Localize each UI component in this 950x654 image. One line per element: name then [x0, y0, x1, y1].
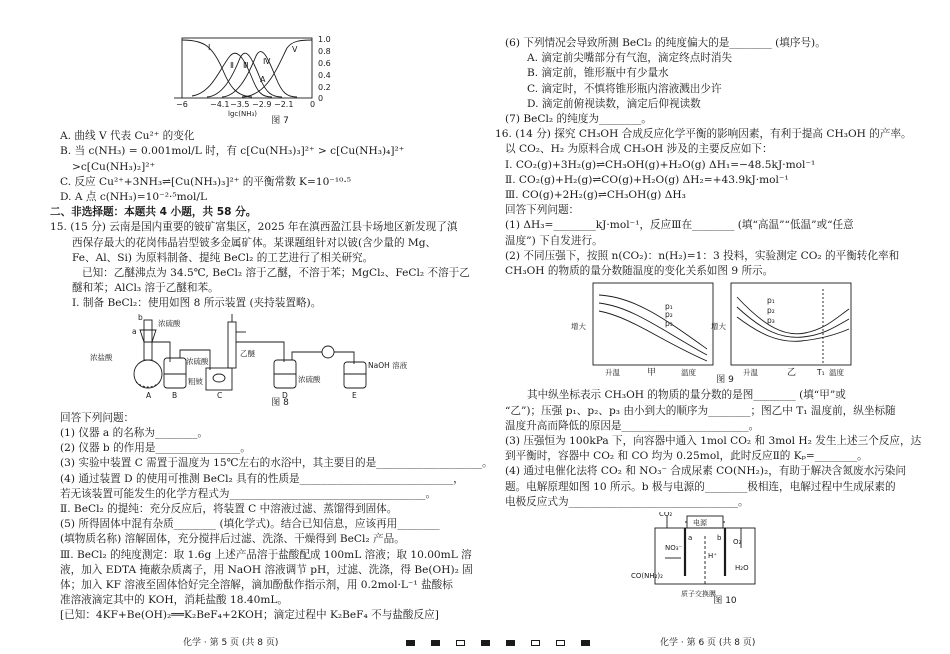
fig7-xtick-3: −2.9: [252, 100, 272, 109]
fig8-label-crude-be: 粗铍: [188, 376, 203, 386]
fig7-point-a: A: [260, 75, 266, 84]
fig10-label-co2: CO₂: [659, 512, 673, 519]
fig7-xtick-2: −3.5: [230, 100, 250, 109]
q15-part-6: (6) 下列情况会导致所测 BeCl₂ 的纯度偏大的是________ (填序号)。: [505, 37, 826, 49]
fig7-xtick-0: −6: [176, 100, 188, 109]
fig9-left-curve-1: [599, 295, 707, 349]
q15-part-7: (7) BeCl₂ 的纯度为________。: [505, 113, 652, 126]
q14-option-b-cont: >c[Cu(NH₃)₂]²⁺: [72, 160, 156, 173]
fig7-rtick-2: 0.6: [318, 59, 331, 68]
fig9-frame-right: [731, 283, 851, 365]
fig7-xtick-4: −2.1: [274, 100, 294, 109]
fig8-label-h2so4-2: 浓硫酸: [186, 356, 209, 366]
fig9-left-xlabel-2: 温度: [681, 368, 696, 378]
footer-page-6: 化学 · 第 6 页 (共 8 页): [660, 638, 756, 648]
fig8-flask-a: [134, 360, 162, 388]
fig7-rtick-1: 0.8: [318, 47, 331, 56]
fig7-xlabel: lgc(NH₃): [228, 110, 258, 118]
q15-line-4: 已知：乙醚沸点为 34.5℃, BeCl₂ 溶于乙醚，不溶于苯；MgCl₂、FeCl₂ 不溶于乙: [82, 267, 470, 280]
figure-10: [505, 512, 945, 598]
q14-option-b: B. 当 c(NH₃) = 0.001mol/L 时，有 c[Cu(NH₃)₃]²⁺ > c[Cu(NH₃)₄]²⁺: [60, 145, 405, 158]
q16-part-4-cont: 题。电解原理如图 10 所示。b 极与电源的________极相连，电解过程中生成尿素的: [505, 480, 896, 493]
fig9-right-p1: p₁: [767, 296, 775, 306]
q16-part-1-cont: 温度”) 下自发进行。: [505, 234, 603, 247]
fig9-right-xlabel-2: 温度: [829, 368, 844, 378]
fig9-t1: T₁: [817, 368, 825, 378]
fig8-bottle-e: [344, 362, 366, 388]
fig8-unit-d: D: [282, 390, 288, 398]
q15-section-2: Ⅱ. BeCl₂ 的提纯：充分反应后，将装置 C 中溶液过滤、蒸馏得到固体。: [60, 503, 398, 516]
fig9-left-p1: p₁: [665, 302, 673, 312]
q15-line-5: 醚和苯；AlCl₃ 溶于乙醚和苯。: [72, 282, 219, 295]
q15-section-3-l4: 准溶液滴定其中的 KOH，消耗盐酸 18.40mL。: [60, 594, 289, 607]
fig7-label-5: Ⅴ: [292, 45, 298, 54]
fig8-condenser: [228, 322, 236, 368]
q15-section-3-l2: 液，加入 EDTA 掩蔽杂质离子，用 NaOH 溶液调节 pH，过滤、洗涤，得 Be(OH)₂ 固: [60, 563, 473, 576]
q15-part-4: (4) 通过装置 D 的使用可推测 BeCl₂ 具有的性质是_____________________________，: [60, 472, 464, 485]
footer-page-5: 化学 · 第 5 页 (共 8 页): [183, 638, 279, 648]
figure-9: [505, 279, 945, 377]
fig9-left-curve-2: [599, 303, 707, 355]
q15-6-option-a: A. 滴定前尖嘴部分有气泡，滴定终点时消失: [527, 52, 733, 65]
page-mark: [581, 640, 590, 646]
fig7-rtick-5: 0: [318, 94, 324, 103]
fig8-label-h2so4-1: 浓硫酸: [158, 318, 181, 328]
fig7-label-1: Ⅰ: [208, 43, 211, 52]
fig7-curve-1: [182, 40, 252, 97]
q15-line-1: 15. (15 分) 云南是国内重要的铍矿富集区，2025 年在滇西盈江县卡场地区新发现了滇: [50, 221, 458, 234]
fig7-xtick-1: −4.1: [210, 100, 230, 109]
fig8-unit-a: A: [146, 390, 152, 398]
figure-7: [60, 30, 500, 122]
q14-option-c: C. 反应 Cu²⁺+3NH₃⇌[Cu(NH₃)₃]²⁺ 的平衡常数 K=10⁻¹⁰·⁵: [60, 175, 352, 188]
fig7-label-3: Ⅲ: [243, 61, 249, 70]
figure-8: [60, 312, 500, 398]
fig8-label-hcl: 浓盐酸: [90, 352, 113, 362]
q15-6-option-b: B. 滴定前，锥形瓶中有少量水: [527, 67, 669, 80]
fig8-unit-e: E: [352, 390, 357, 398]
fig8-caption: 图 8: [271, 397, 289, 408]
q16-part-2: (2) 不同压强下，按照 n(CO₂)：n(H₂)=1：3 投料，实验测定 CO₂ 的平衡转化率和: [505, 249, 900, 262]
fig7-curve-5: [242, 40, 312, 97]
fig9-left-xlabel-1: 升温: [605, 368, 620, 378]
fig7-rtick-4: 0.2: [318, 83, 331, 92]
q15-known: [已知：4KF+Be(OH)₂══K₂BeF₄+2KOH；滴定过程中 K₂BeF₄ 不与盐酸反应]: [60, 609, 439, 622]
q16-reaction-1: Ⅰ. CO₂(g)+3H₂(g)⇌CH₃OH(g)+H₂O(g) ΔH₁=−48.5kJ·mol⁻¹: [505, 158, 816, 171]
q16-part-4-cont2: 电极反应式为________________________________。: [505, 495, 749, 508]
q16-reaction-2: Ⅱ. CO₂(g)+H₂(g)⇌CO(g)+H₂O(g) ΔH₂=+43.9kJ·mol⁻¹: [505, 173, 789, 186]
fig10-label-no3: NO₃⁻: [665, 544, 683, 553]
page-mark: [431, 640, 440, 646]
fig9-right-ylabel: 增大: [711, 322, 726, 332]
q16-mid-1: 其中纵坐标表示 CH₃OH 的物质的量分数的是图________ (填“甲”或: [527, 389, 846, 402]
fig10-electrode-b-label: b: [717, 534, 722, 543]
q16-line-2: 以 CO₂、H₂ 为原料合成 CH₃OH 涉及的主要反应如下：: [505, 143, 773, 156]
q16-mid-2: “乙”)；压强 p₁、p₂、p₃ 由小到大的顺序为________；图乙中 T₁ 温度前，纵坐标随: [505, 404, 896, 417]
fig7-label-4: Ⅳ: [263, 57, 271, 66]
q14-option-a: A. 曲线 V 代表 Cu²⁺ 的变化: [60, 130, 195, 143]
page-mark: [531, 640, 540, 646]
page-mark: [456, 640, 465, 646]
fig9-left-p2: p₂: [665, 310, 673, 320]
q15-section-3-l3: 体；加入 KF 溶液至固体恰好完全溶解，滴加酚酞作指示剂，用 0.2mol·L⁻¹ 盐酸标: [60, 579, 453, 592]
q15-line-6: Ⅰ. 制备 BeCl₂：使用如图 8 所示装置 (夹持装置略)。: [72, 297, 322, 310]
q15-part-4-cont: 若无该装置可能发生的化学方程式为_____________________________________。: [60, 487, 437, 500]
fig9-caption: 图 9: [716, 375, 734, 386]
q15-part-2: (2) 仪器 b 的作用是________________。: [60, 442, 251, 455]
q16-reaction-3: Ⅲ. CO(g)+2H₂(g)⇌CH₃OH(g) ΔH₃: [505, 189, 686, 202]
page-marks: [398, 636, 598, 651]
fig9-left-ylabel: 增大: [571, 322, 586, 332]
fig10-label-membrane: 质子交换膜: [681, 590, 716, 599]
q15-6-option-d: D. 滴定前俯视读数，滴定后仰视读数: [527, 97, 701, 110]
section-2-heading: 二、非选择题：本题共 4 小题，共 58 分。: [50, 206, 257, 219]
fig10-label-o2: O₂: [733, 538, 742, 547]
left-page: [50, 0, 500, 624]
fig8-unit-c: C: [217, 390, 223, 398]
fig9-right-p2: p₂: [767, 306, 775, 316]
page-mark: [481, 640, 490, 646]
fig7-rtick-0: 1.0: [318, 35, 331, 44]
q16-answer-intro: 回答下列问题：: [505, 204, 580, 217]
fig8-bottle-b: [164, 358, 186, 388]
q16-part-3-cont: 到平衡时，容器中 CO₂ 和 CO 均为 0.25mol，此时反应Ⅱ的 Kₚ=________。: [505, 450, 868, 463]
q15-line-3: Fe、Al、Si) 为原料制备、提纯 BeCl₂ 的工艺进行了相关研究。: [72, 251, 374, 264]
fig8-label-naoh: NaOH 溶液: [368, 360, 408, 370]
fig7-caption: 图 7: [271, 116, 289, 126]
fig9-right-xlabel-1: 升温: [743, 368, 758, 378]
page-mark: [506, 640, 515, 646]
fig8-label-a: a: [132, 326, 137, 336]
fig7-rtick-3: 0.4: [318, 71, 331, 80]
fig8-label-b: b: [138, 312, 143, 322]
q15-part-1: (1) 仪器 a 的名称为________。: [60, 427, 208, 440]
fig10-electrode-a-label: a: [688, 534, 693, 543]
q15-part-5: (5) 所得固体中混有杂质________ (填化学式)。结合已知信息，应该再用________: [60, 518, 440, 531]
fig10-caption: 图 10: [713, 596, 737, 607]
fig9-right-p3: p₃: [767, 316, 775, 326]
fig8-unit-b: B: [172, 390, 178, 398]
fig7-label-2: Ⅱ: [230, 61, 234, 70]
q15-part-3: (3) 实验中装置 C 需置于温度为 15℃左右的水浴中，其主要目的是____________________。: [60, 457, 493, 470]
q16-part-3: (3) 压强恒为 100kPa 下，向容器中通入 1mol CO₂ 和 3mol H₂ 发生上述三个反应，达: [505, 435, 922, 448]
q16-part-2-cont: CH₃OH 的物质的量分数随温度的变化关系如图 9 所示。: [505, 265, 774, 278]
right-page: [495, 36, 945, 609]
fig10-label-h: H⁺: [708, 552, 717, 561]
fig9-right-name: 乙: [787, 368, 797, 378]
q15-section-3: Ⅲ. BeCl₂ 的纯度测定：取 1.6g 上述产品溶于盐酸配成 100mL 溶液；取 10.00mL 溶: [60, 548, 472, 561]
q16-line-1: 16. (14 分) 探究 CH₃OH 合成反应化学平衡的影响因素，有利于提高 CH₃OH 的产率。: [495, 128, 912, 141]
fig10-label-urea: CO(NH₂)₂: [631, 572, 663, 581]
fig9-left-p3: p₃: [665, 319, 673, 329]
fig8-label-h2so4-3: 浓硫酸: [298, 374, 321, 384]
fig9-left-curve-3: [599, 311, 707, 361]
fig8-label-ether: 乙醚: [240, 348, 255, 358]
q16-mid-3: 温度升高而降低的原因是________________________。: [505, 419, 760, 432]
fig10-label-h2o: H₂O: [735, 564, 749, 573]
q15-part-5-cont: (填物质名称) 溶解固体，充分搅拌后过滤、洗涤、干燥得到 BeCl₂ 产品。: [60, 533, 405, 546]
fig7-xtick-5: 0: [310, 100, 316, 109]
q16-part-1: (1) ΔH₃=________kJ·mol⁻¹，反应Ⅲ在________ (填“高温”“低温”或“任意: [505, 219, 854, 232]
fig8-beaker-c: [206, 368, 232, 390]
fig9-right-curve-2: [737, 307, 849, 337]
page-mark: [556, 640, 565, 646]
fig10-label-power: 电源: [693, 519, 707, 528]
fig9-left-name: 甲: [647, 368, 657, 378]
q16-part-4: (4) 通过电催化法将 CO₂ 和 NO₃⁻ 合成尿素 CO(NH₂)₂，有助于解决含氮废水污染问: [505, 465, 906, 478]
q15-line-2: 西保存最大的花岗伟晶岩型铍多金属矿体。某课题组针对以铍(含少量的 Mg、: [72, 236, 437, 249]
q14-option-d: D. A 点 c(NH₃)=10⁻²·⁵mol/L: [60, 191, 208, 204]
answer-intro: 回答下列问题：: [60, 411, 135, 424]
q15-6-option-c: C. 滴定时，不慎将锥形瓶内溶液溅出少许: [527, 82, 722, 95]
page-mark: [406, 640, 415, 646]
